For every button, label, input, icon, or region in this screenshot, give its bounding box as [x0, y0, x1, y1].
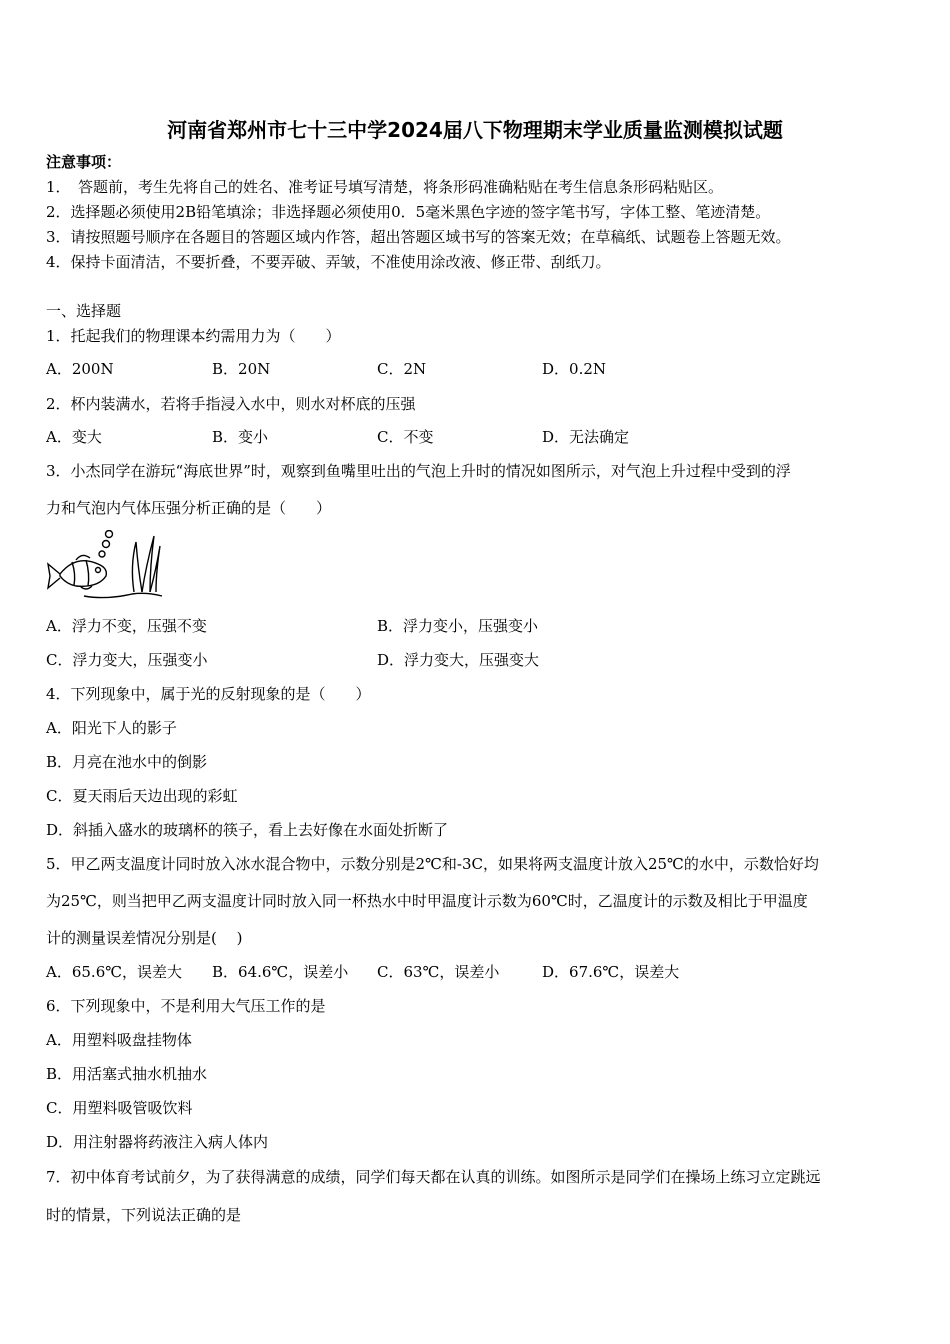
question-5-stem-line: 5．甲乙两支温度计同时放入冰水混合物中，示数分别是2℃和-3C，如果将两支温度计放入25℃的水中，示数恰好均: [46, 855, 819, 873]
fish-bubbles-illustration: [46, 530, 166, 605]
notice-item: 1． 答题前，考生先将自己的姓名、准考证号填写清楚，将条形码准确粘贴在考生信息条形码粘贴区。: [46, 178, 724, 196]
q6-option-d: D．用注射器将药液注入病人体内: [46, 1133, 269, 1151]
notice-heading: 注意事项：: [46, 153, 122, 171]
q6-option-c: C．用塑料吸管吸饮料: [46, 1099, 193, 1117]
q2-option-c: C．不变: [377, 428, 434, 446]
q1-option-c: C．2N: [377, 360, 427, 378]
q2-option-a: A．变大: [46, 428, 102, 446]
question-4-stem: 4．下列现象中，属于光的反射现象的是（ ）: [46, 685, 371, 703]
q3-option-d: D．浮力变大，压强变大: [377, 651, 540, 669]
question-1-stem: 1．托起我们的物理课本约需用力为（ ）: [46, 327, 341, 345]
q5-option-d: D．67.6℃，误差大: [542, 963, 680, 981]
question-2-stem: 2．杯内装满水，若将手指浸入水中，则水对杯底的压强: [46, 395, 416, 413]
q6-option-a: A．用塑料吸盘挂物体: [46, 1031, 192, 1049]
q5-option-b: B．64.6℃，误差小: [212, 963, 349, 981]
page-title: 河南省郑州市七十三中学2024届八下物理期末学业质量监测模拟试题: [167, 118, 783, 142]
q4-option-c: C．夏天雨后天边出现的彩虹: [46, 787, 238, 805]
notice-item: 4．保持卡面清洁，不要折叠，不要弄破、弄皱，不准使用涂改液、修正带、刮纸刀。: [46, 253, 611, 271]
notice-item: 3．请按照题号顺序在各题目的答题区域内作答，超出答题区域书写的答案无效；在草稿纸、试题卷上答题无效。: [46, 228, 791, 246]
q6-option-b: B．用活塞式抽水机抽水: [46, 1065, 208, 1083]
q1-option-d: D．0.2N: [542, 360, 607, 378]
fish-bubbles-figure: [46, 530, 166, 609]
q1-option-a: A．200N: [46, 360, 114, 378]
q2-option-d: D．无法确定: [542, 428, 630, 446]
q1-option-b: B．20N: [212, 360, 271, 378]
q3-option-b: B．浮力变小，压强变小: [377, 617, 539, 635]
question-7-stem-line: 7．初中体育考试前夕，为了获得满意的成绩，同学们每天都在认真的训练。如图所示是同学们在操场上练习立定跳远: [46, 1168, 821, 1186]
q2-option-b: B．变小: [212, 428, 269, 446]
q4-option-b: B．月亮在池水中的倒影: [46, 753, 208, 771]
q4-option-a: A．阳光下人的影子: [46, 719, 177, 737]
question-7-stem-line: 时的情景，下列说法正确的是: [46, 1206, 242, 1224]
notice-item: 2．选择题必须使用2B铅笔填涂；非选择题必须使用0．5毫米黑色字迹的签字笔书写，字体工整、笔迹清楚。: [46, 203, 771, 221]
q4-option-d: D．斜插入盛水的玻璃杯的筷子，看上去好像在水面处折断了: [46, 821, 449, 839]
question-3-stem-line: 3．小杰同学在游玩“海底世界”时，观察到鱼嘴里吐出的气泡上升时的情况如图所示，对气泡上升过程中受到的浮: [46, 462, 791, 480]
q5-option-a: A．65.6℃，误差大: [46, 963, 183, 981]
question-5-stem-line: 计的测量误差情况分别是( ): [46, 929, 243, 947]
q5-option-c: C．63℃，误差小: [377, 963, 500, 981]
question-6-stem: 6．下列现象中，不是利用大气压工作的是: [46, 997, 326, 1015]
q3-option-a: A．浮力不变，压强不变: [46, 617, 207, 635]
question-5-stem-line: 为25℃，则当把甲乙两支温度计同时放入同一杯热水中时甲温度计示数为60℃时，乙温度计的示数及相比于甲温度: [46, 892, 808, 910]
section-heading: 一、选择题: [46, 302, 122, 320]
question-3-stem-line: 力和气泡内气体压强分析正确的是（ ）: [46, 499, 332, 517]
q3-option-c: C．浮力变大，压强变小: [46, 651, 208, 669]
